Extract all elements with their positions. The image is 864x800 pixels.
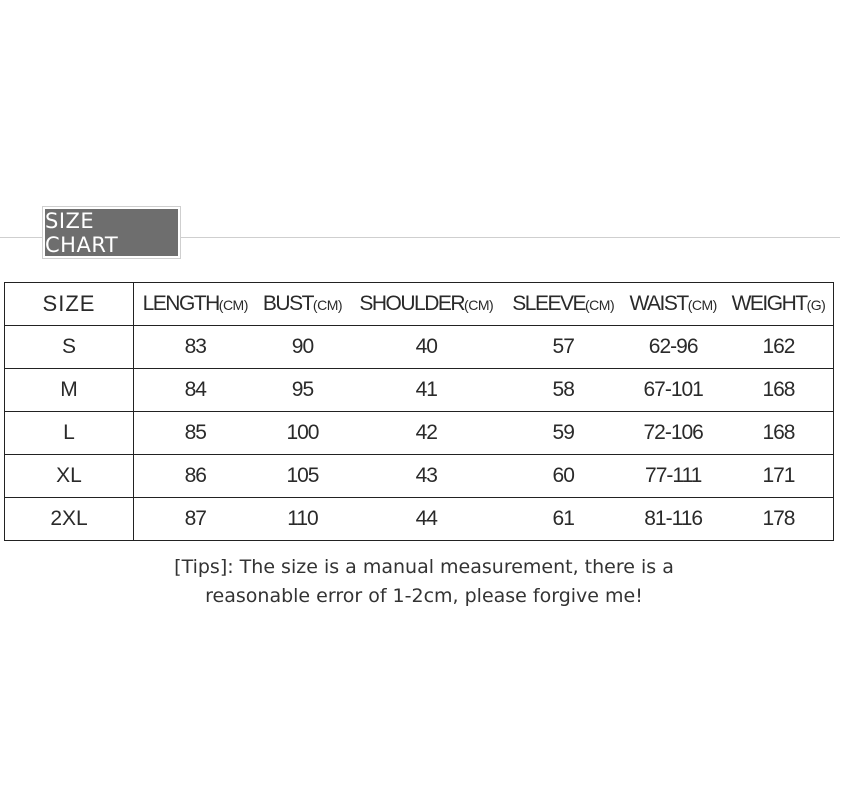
cell-waist: 72-106	[643, 421, 703, 444]
cell-bust: 105	[286, 464, 319, 487]
table-header-row	[5, 283, 834, 326]
table-row	[5, 455, 834, 498]
cell-bust: 100	[286, 421, 319, 444]
cell-shoulder: 44	[415, 507, 437, 530]
size-chart-banner: SIZE CHART	[43, 207, 180, 258]
cell-sleeve: 59	[552, 421, 574, 444]
cell-weight: 171	[762, 464, 795, 487]
cell-shoulder: 40	[415, 335, 437, 358]
cell-length: 84	[184, 378, 206, 401]
header-sleeve: SLEEVE(CM)	[512, 292, 615, 315]
cell-shoulder: 41	[415, 378, 437, 401]
cell-sleeve: 61	[552, 507, 574, 530]
cell-waist: 67-101	[643, 378, 703, 401]
cell-waist: 77-111	[645, 464, 702, 487]
table-row	[5, 369, 834, 412]
cell-sleeve: 57	[552, 335, 574, 358]
header-shoulder: SHOULDER(CM)	[359, 292, 494, 315]
cell-shoulder: 43	[415, 464, 437, 487]
cell-sleeve: 60	[552, 464, 574, 487]
cell-weight: 178	[762, 507, 795, 530]
tips-line-2: reasonable error of 1-2cm, please forgive me!	[205, 585, 643, 607]
table-row	[5, 498, 834, 541]
table-row	[5, 412, 834, 455]
cell-weight: 168	[762, 378, 795, 401]
cell-length: 85	[184, 421, 206, 444]
cell-bust: 95	[291, 378, 314, 401]
cell-size: S	[5, 326, 134, 369]
header-waist: WAIST(CM)	[629, 292, 717, 315]
cell-weight: 168	[762, 421, 795, 444]
table-row	[5, 326, 834, 369]
cell-weight: 162	[762, 335, 795, 358]
cell-size: XL	[5, 455, 134, 498]
cell-shoulder: 42	[415, 421, 437, 444]
size-table	[4, 282, 834, 541]
tips-note	[0, 553, 848, 611]
cell-length: 87	[184, 507, 206, 530]
cell-size: L	[5, 412, 134, 455]
cell-length: 83	[184, 335, 206, 358]
header-bust: BUST(CM)	[262, 292, 343, 315]
header-weight: WEIGHT(G)	[731, 292, 826, 315]
cell-bust: 110	[287, 507, 318, 530]
cell-sleeve: 58	[552, 378, 574, 401]
cell-size: M	[5, 369, 134, 412]
cell-waist: 81-116	[644, 507, 703, 530]
cell-size: 2XL	[5, 498, 134, 541]
cell-length: 86	[184, 464, 206, 487]
header-length: LENGTH(CM)	[142, 292, 248, 315]
cell-bust: 90	[291, 335, 314, 358]
cell-waist: 62-96	[648, 335, 698, 358]
tips-line-1: [Tips]: The size is a manual measurement, there is a	[174, 556, 674, 578]
header-size: SIZE	[5, 283, 134, 326]
